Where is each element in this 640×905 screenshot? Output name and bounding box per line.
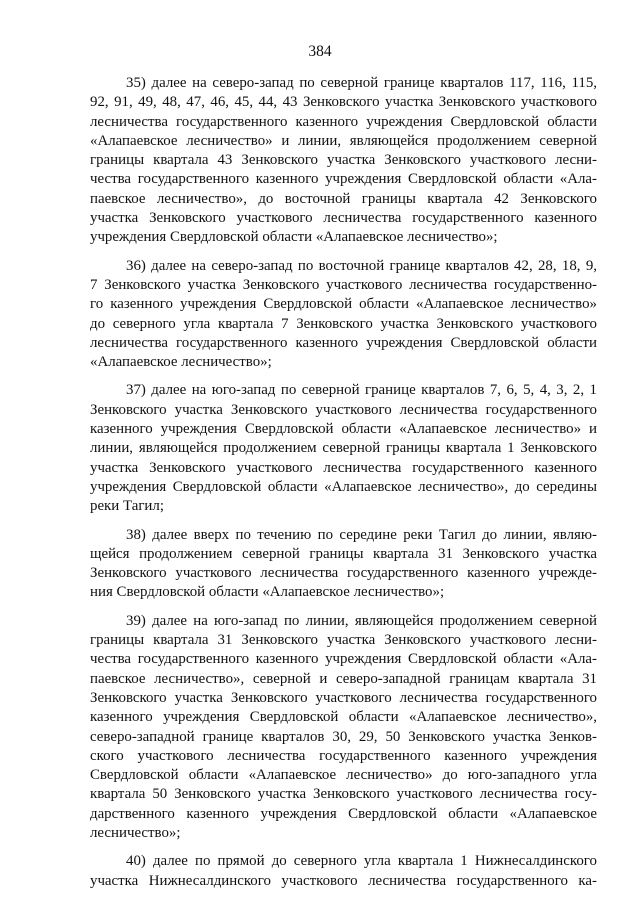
text-line: 40) далее по прямой до северного угла квартала 1 Нижнесалдинского [126,853,597,870]
text-line: квартала 50 Зенковского участка Зенковского участкового лесничества госу- [90,786,597,803]
text-line: 36) далее на северо-запад по восточной границе кварталов 42, 28, 18, 9, [126,257,597,274]
paragraph-p36 [90,257,597,373]
text-line: ского участкового лесничества государственного казенного учреждения [90,747,597,764]
text-line: го казенного учреждения Свердловской области «Алапаевское лесничество» [90,296,597,313]
text-line: участка Нижнесалдинского участкового лесничества государственного ка- [90,872,597,889]
text-line: дарственного казенного учреждения Свердловской области «Алапаевское [90,805,597,822]
text-line: границы квартала 31 Зенковского участка Зенковского участкового лесни- [90,632,597,649]
text-line: казенного учреждения Свердловской области «Алапаевское лесничество», [90,709,597,726]
text-line: 37) далее на юго-запад по северной границе кварталов 7, 6, 5, 4, 3, 2, 1 [126,382,597,399]
paragraph-p40 [90,852,597,891]
paragraph-p39 [90,612,597,844]
text-line: 7 Зенковского участка Зенковского участкового лесничества государственно- [90,276,597,293]
text-line: 92, 91, 49, 48, 47, 46, 45, 44, 43 Зенковского участка Зенковского участкового [90,94,597,111]
text-line: учреждения Свердловской области «Алапаевское лесничество», до середины [90,478,597,495]
text-line: северо-западной границе кварталов 30, 29, 50 Зенковского участка Зенков- [90,728,597,745]
text-line: Свердловской области «Алапаевское лесничество» до юго-западного угла [90,767,597,784]
text-line: 35) далее на северо-запад по северной границе кварталов 117, 116, 115, [126,75,597,91]
text-line: ния Свердловской области «Алапаевское лесничество»; [90,584,445,601]
text-line: участка Зенковского участкового лесничества государственного казенного [90,210,597,227]
document-body [90,74,597,900]
text-line: Зенковского участкового лесничества государственного казенного учрежде- [90,565,597,582]
text-line: лесничества государственного казенного учреждения Свердловской области [90,334,597,351]
text-line: Зенковского участка Зенковского участкового лесничества государственного [90,401,597,418]
text-line: Зенковского участка Зенковского участкового лесничества государственного [90,689,597,706]
text-line: паевское лесничество», северной и северо-западной границам квартала 31 [90,670,597,687]
text-line: до северного угла квартала 7 Зенковского участка Зенковского участкового [90,315,597,332]
paragraph-p37 [90,381,597,516]
paragraph-p35 [90,74,597,248]
text-line: паевское лесничество», до восточной границы квартала 42 Зенковского [90,190,597,207]
text-line: линии, являющейся продолжением северной границы квартала 1 Зенковского [90,440,597,457]
text-line: учреждения Свердловской области «Алапаевское лесничество»; [90,229,498,246]
paragraph-p38 [90,526,597,603]
text-line: «Алапаевское лесничество»; [90,354,272,371]
text-line: границы квартала 43 Зенковского участка Зенковского участкового лесни- [90,152,597,169]
text-line: лесничества государственного казенного учреждения Свердловской области [90,113,597,130]
text-line: участка Зенковского участкового лесничества государственного казенного [90,459,597,476]
text-line: казенного учреждения Свердловской области «Алапаевское лесничество» и [90,421,597,438]
text-line: «Алапаевское лесничество» и линии, являющейся продолжением северной [90,132,597,149]
text-line: 39) далее на юго-запад по линии, являющейся продолжением северной [126,612,597,629]
page-number: 384 [308,43,332,60]
text-line: лесничество»; [90,824,181,841]
text-line: чества государственного казенного учреждения Свердловской области «Ала- [90,651,597,668]
text-line: реки Тагил; [90,498,164,515]
text-line: чества государственного казенного учреждения Свердловской области «Ала- [90,171,597,188]
text-line: 38) далее вверх по течению по середине реки Тагил до линии, являю- [126,526,597,543]
text-line: щейся продолжением северной границы квартала 31 Зенковского участка [90,545,597,562]
